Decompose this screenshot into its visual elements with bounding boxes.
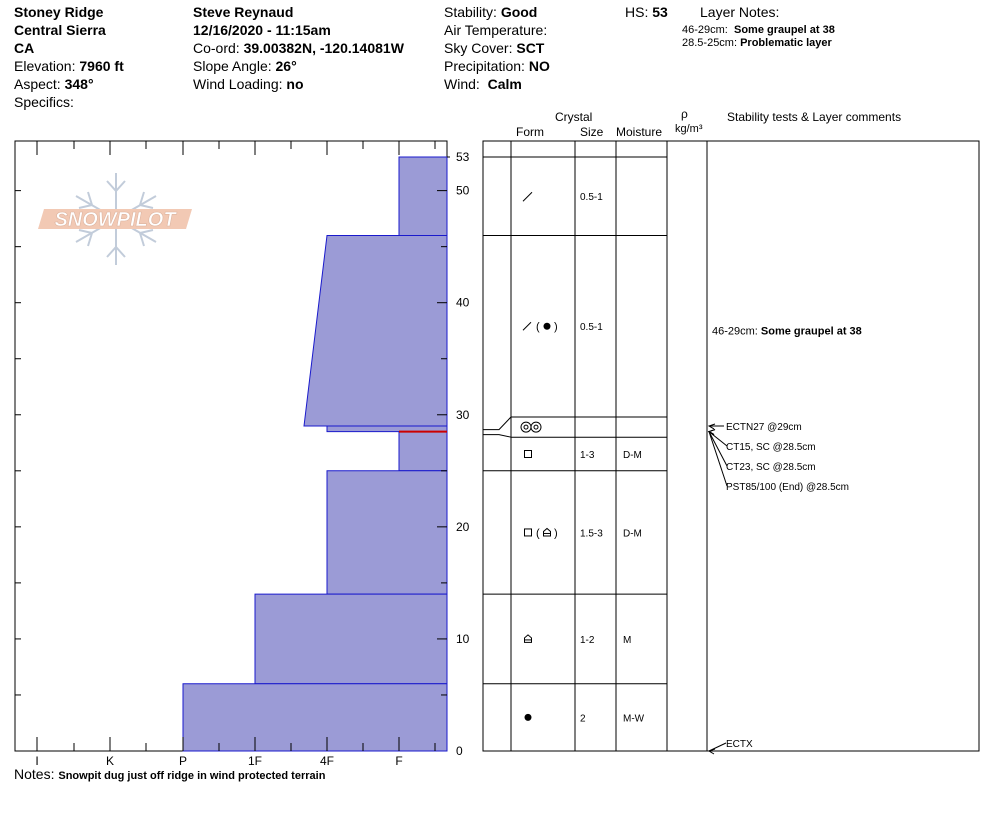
y-axis-tick-label: 20 <box>456 519 470 534</box>
snowpilot-logo-text: SNOWPILOT <box>54 209 176 231</box>
crystal-form-symbol <box>525 635 532 643</box>
crystal-form-symbol <box>525 527 558 539</box>
y-axis-tick-label: 40 <box>456 295 470 310</box>
crystal-size-value: 1-2 <box>580 634 595 646</box>
crystal-size-value: 0.5-1 <box>580 192 603 204</box>
crystal-moisture-value: D-M <box>623 528 642 540</box>
surface-hoar-icon <box>524 425 528 429</box>
coordinates-field: Co-ord: 39.00382N, -120.14081W <box>193 40 404 56</box>
hardness-layer-bar <box>304 235 447 426</box>
layer-comment-range: 46-29cm: <box>712 325 761 338</box>
y-axis-tick-label: 0 <box>456 744 463 758</box>
crystal-size-value: 1.5-3 <box>580 528 603 540</box>
depth-hoar-icon <box>525 635 532 643</box>
surface-hoar-icon <box>531 422 541 432</box>
y-axis-tick-label: 30 <box>456 407 470 422</box>
stability-test-label: PST85/100 (End) @28.5cm <box>726 482 849 493</box>
layer-note-1: 46-29cm: Some graupel at 38 <box>682 24 835 36</box>
stability-test-label: ECTN27 @29cm <box>726 422 802 433</box>
slope-angle-field: Slope Angle: 26° <box>193 58 297 74</box>
snow-height-field: HS: 53 <box>625 4 668 20</box>
crystal-size-value: 0.5-1 <box>580 322 603 334</box>
crystal-form-symbol <box>521 422 541 432</box>
stability-test-label: ECTX <box>726 739 753 750</box>
crystal-form-symbol <box>523 192 532 201</box>
wind-field: Wind: Calm <box>444 76 522 92</box>
form-header: Form <box>516 125 544 139</box>
crystal-moisture-value: M <box>623 634 632 646</box>
depth-hoar-icon <box>544 528 551 536</box>
faceted-crystal-icon <box>525 451 532 458</box>
y-axis-tick-label: 53 <box>456 150 470 164</box>
hardness-tick-label: F <box>395 754 403 768</box>
precipitation-field: Precipitation: NO <box>444 58 550 74</box>
hardness-layer-bar <box>255 594 447 684</box>
size-header: Size <box>580 125 604 139</box>
air-temperature-field: Air Temperature: <box>444 22 548 38</box>
hardness-tick-label: 4F <box>319 754 335 768</box>
crystal-form-bracket: ( <box>536 321 540 334</box>
moisture-header: Moisture <box>616 125 663 139</box>
faceted-crystal-icon <box>525 529 532 536</box>
layer-notes-title: Layer Notes: <box>700 4 780 20</box>
y-axis-tick-label: 10 <box>456 631 470 646</box>
density-unit: kg/m³ <box>675 123 703 135</box>
crystal-moisture-value: D-M <box>623 450 642 461</box>
wind-loading-field: Wind Loading: no <box>193 76 304 92</box>
surface-hoar-icon <box>534 425 538 429</box>
layer-connector-line <box>483 435 511 438</box>
crystal-moisture-value: M-W <box>623 713 645 725</box>
crystal-size-value: 1-3 <box>580 450 595 461</box>
sky-cover-field: Sky Cover: SCT <box>444 40 545 56</box>
stability-tests-header: Stability tests & Layer comments <box>727 110 902 124</box>
layer-note-2: 28.5-25cm: Problematic layer <box>682 37 832 49</box>
location-name: Stoney Ridge <box>14 4 104 20</box>
y-axis-tick-label: 50 <box>456 183 470 198</box>
hardness-tick-label: P <box>178 754 188 768</box>
crystal-form-bracket: ) <box>554 321 558 334</box>
graupel-icon <box>525 714 532 721</box>
range-name: Central Sierra <box>14 22 106 38</box>
crystal-size-value: 2 <box>580 713 586 725</box>
hardness-tick-label: 1F <box>247 754 263 768</box>
layer-connector-line <box>483 417 511 430</box>
stability-test-arrow <box>709 432 727 486</box>
specifics-field: Specifics: <box>14 94 74 110</box>
stability-test-label: CT15, SC @28.5cm <box>726 442 816 453</box>
observation-datetime: 12/16/2020 - 11:15am <box>193 22 331 38</box>
crystal-form-symbol <box>525 451 532 458</box>
layer-comment <box>712 326 862 338</box>
crystal-form-bracket: ( <box>536 527 540 540</box>
crystal-form-stroke <box>523 192 532 201</box>
layer-comment-text: Some graupel at 38 <box>760 325 862 338</box>
stability-field: Stability: Good <box>444 4 538 20</box>
hardness-layer-bar <box>183 684 447 751</box>
stability-test-arrow <box>709 432 727 466</box>
stability-test-label: CT23, SC @28.5cm <box>726 462 816 473</box>
notes-field: Notes: Snowpit dug just off ridge in wind protected terrain <box>14 766 326 782</box>
hardness-layer-bar <box>399 432 447 471</box>
crystal-form-symbol <box>523 321 558 333</box>
crystal-header: Crystal <box>555 110 593 124</box>
state-name: CA <box>14 40 35 56</box>
surface-hoar-icon <box>521 422 531 432</box>
aspect-field: Aspect: 348° <box>14 76 94 92</box>
graupel-icon <box>544 323 551 330</box>
density-symbol: ρ <box>681 107 688 121</box>
snowpilot-logo <box>38 173 192 265</box>
crystal-form-symbol <box>525 714 532 721</box>
hardness-layer-bar <box>399 157 447 235</box>
observer-name: Steve Reynaud <box>193 4 294 20</box>
crystal-form-bracket: ) <box>554 527 558 540</box>
hardness-layer-bar <box>327 471 447 594</box>
hardness-tick-label: I <box>35 754 39 768</box>
elevation-field: Elevation: 7960 ft <box>14 58 124 74</box>
crystal-form-stroke <box>523 322 531 330</box>
hardness-tick-label: K <box>105 754 115 768</box>
